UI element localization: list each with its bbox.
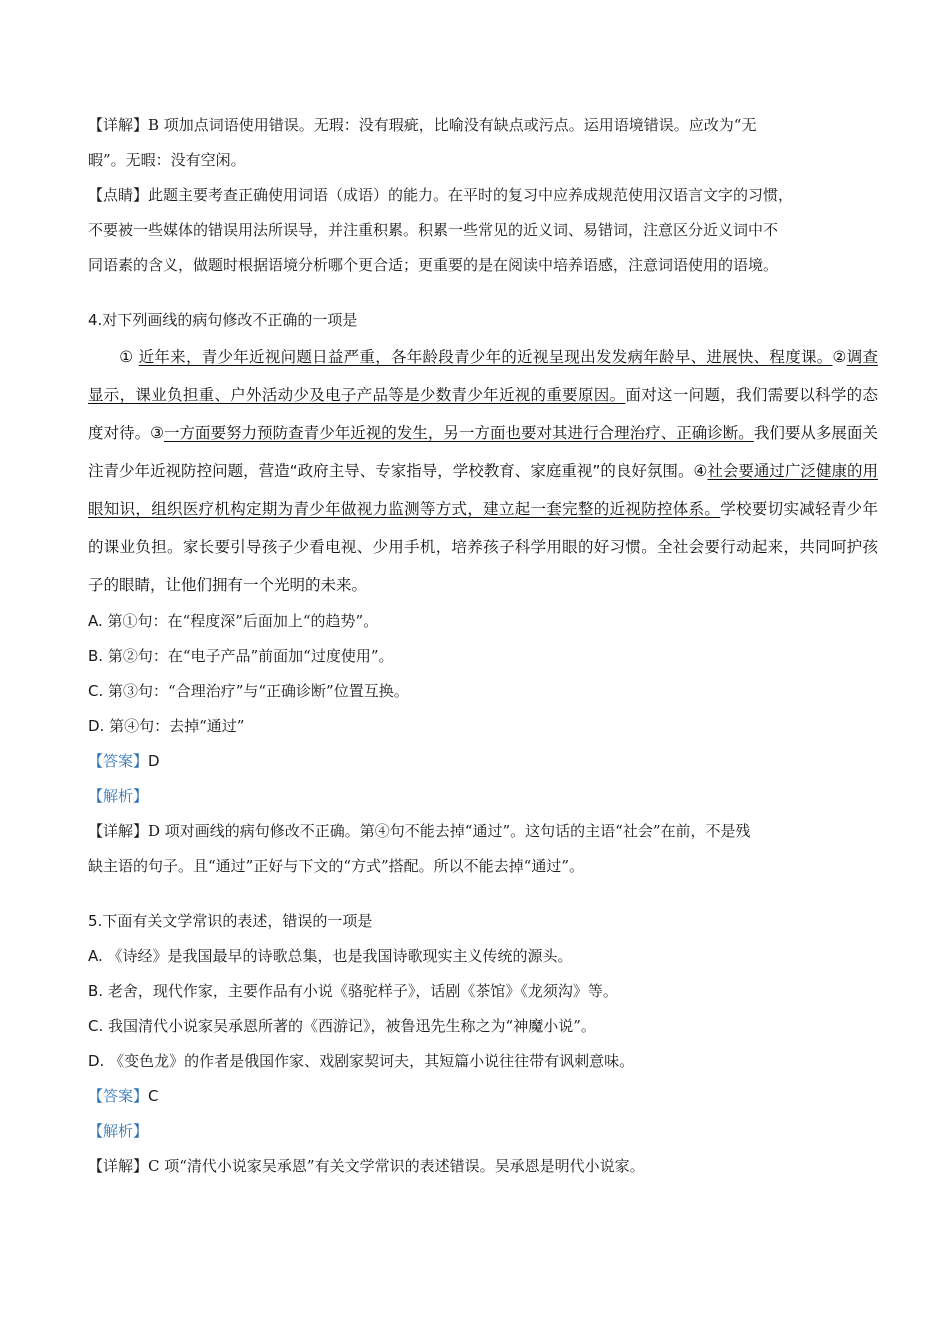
q4-detail-cont: 缺主语的句子。且“通过”正好与下文的“方式”搭配。所以不能去掉“通过”。	[88, 857, 585, 875]
prev-tip: 【点睛】此题主要考查正确使用词语（成语）的能力。在平时的复习中应养成规范使用汉语言文字的习惯，	[88, 186, 794, 204]
prev-tip-line2: 不要被一些媒体的错误用法所误导，并注重积累。积累一些常见的近义词、易错词，注意区分近义词中不	[88, 221, 779, 239]
q5-option-d: D. 《变色龙》的作者是俄国作家、戏剧家契诃夫，其短篇小说往往带有讽刺意味。	[88, 1052, 635, 1070]
q4-answer: 【答案】D	[88, 752, 160, 770]
q4-detail: 【详解】D 项对画线的病句修改不正确。第④句不能去掉“通过”。这句话的主语“社会”在前，不是残	[88, 822, 751, 840]
q4-passage: ① 近年来，青少年近视问题日益严重，各年龄段青少年的近视呈现出发发病年龄早、进展快、程度课。②调查显示，课业负担重、户外活动少及电子产品等是少数青少年近视的重要原因。面对这一问题，我们需要以科学的态度对待。③一方面要努力预防查青少年近视的发生，另一方面也要对其进行合理治疗、正确诊断。我们要从多展面关注青少年近视防控问题，营造“政府主导、专家指导，学校教育、家庭重视”的良好氛围。④社会要通过广泛健康的用眼知识，组织医疗机构定期为青少年做视力监测等方式，建立起一套完整的近视防控体系。学校要切实减轻青少年的课业负担。家长要引导孩子少看电视、少用手机，培养孩子科学用眼的好习惯。全社会要行动起来，共同呵护孩子的眼睛，让他们拥有一个光明的未来。	[88, 348, 878, 594]
document-page	[88, 108, 878, 1184]
q4-analysis: 【解析】	[88, 787, 149, 805]
q4-stem: 4.对下列画线的病句修改不正确的一项是	[88, 311, 358, 329]
q4-sentence-3: 一方面要努力预防查青少年近视的发生，另一方面也要对其进行合理治疗、正确诊断。	[164, 424, 754, 442]
q5-stem: 5.下面有关文学常识的表述，错误的一项是	[88, 912, 373, 930]
q4-option-b: B. 第②句：在“电子产品”前面加“过度使用”。	[88, 647, 394, 665]
q5-answer: 【答案】C	[88, 1087, 159, 1105]
prev-detail: 【详解】B 项加点词语使用错误。无瑕：没有瑕疵，比喻没有缺点或污点。运用语境错误。应改为“无	[88, 116, 757, 134]
q4-sentence-1: 近年来，青少年近视问题日益严重，各年龄段青少年的近视呈现出发发病年龄早、进展快、程度课。	[138, 348, 833, 366]
prev-detail-cont: 暇”。无暇：没有空闲。	[88, 151, 246, 169]
q5-detail: 【详解】C 项“清代小说家吴承恩”有关文学常识的表述错误。吴承恩是明代小说家。	[88, 1157, 645, 1175]
prev-tip-line3: 同语素的含义，做题时根据语境分析哪个更合适；更重要的是在阅读中培养语感，注意词语使用的语境。	[88, 256, 779, 274]
q4-option-d: D. 第④句：去掉“通过”	[88, 717, 245, 735]
q4-option-a: A. 第①句：在“程度深”后面加上“的趋势”。	[88, 612, 379, 630]
q4-sentence-2: 调查显示，课业负担重、户外活动少及电子产品等是少数青少年近视的重要原因。	[88, 348, 878, 404]
q5-option-a: A. 《诗经》是我国最早的诗歌总集，也是我国诗歌现实主义传统的源头。	[88, 947, 573, 965]
q5-option-b: B. 老舍，现代作家，主要作品有小说《骆驼样子》，话剧《茶馆》《龙须沟》等。	[88, 982, 618, 1000]
q4-sentence-4: 社会要通过广泛健康的用眼知识，组织医疗机构定期为青少年做视力监测等方式，建立起一套完整的近视防控体系。	[88, 462, 878, 518]
q5-option-c: C. 我国清代小说家吴承恩所著的《西游记》，被鲁迅先生称之为“神魔小说”。	[88, 1017, 596, 1035]
q5-analysis: 【解析】	[88, 1122, 149, 1140]
q4-option-c: C. 第③句：“合理治疗”与“正确诊断”位置互换。	[88, 682, 409, 700]
